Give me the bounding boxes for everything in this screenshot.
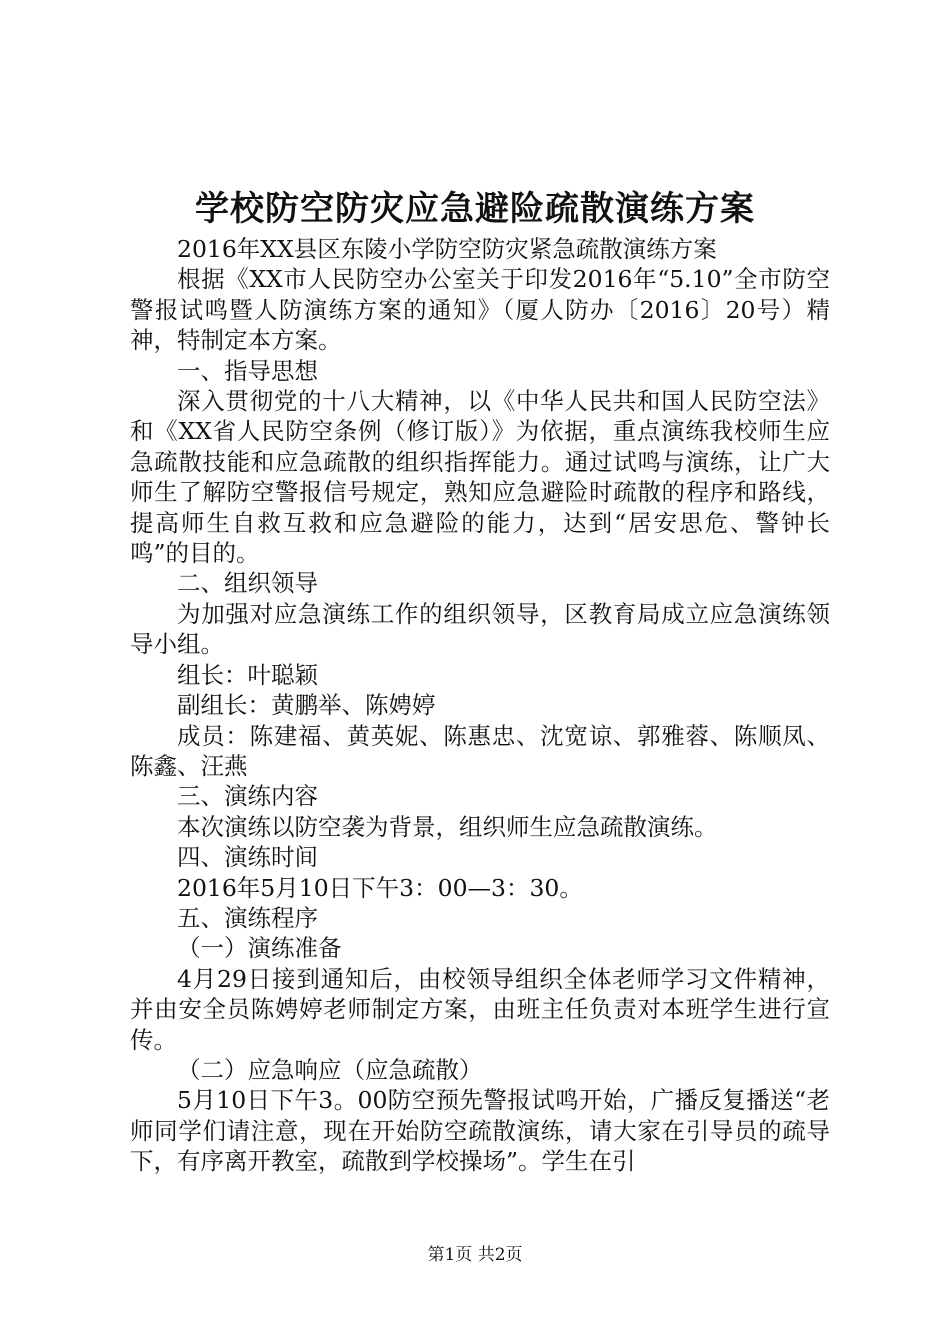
document-title: 学校防空防灾应急避险疏散演练方案: [195, 189, 755, 229]
subheading-response: （二）应急响应（应急疏散）: [177, 1055, 483, 1084]
response-paragraph: 5月10日下午3。00防空预先警报试鸣开始，广播反复播送“老师同学们请注意，现在开始防空疏散演练，请大家在引导员的疏导下，有序离开教室，疏散到学校操场”。学生在引: [130, 1086, 830, 1176]
section-heading-content: 三、演练内容: [177, 782, 318, 811]
guiding-thought-paragraph: 深入贯彻党的十八大精神，以《中华人民共和国人民防空法》和《XX省人民防空条例（修订版）》为依据，重点演练我校师生应急疏散技能和应急疏散的组织指挥能力。通过试鸣与演练，让广大师生了解防空警报信号规定，熟知应急避险时疏散的程序和路线，提高师生自救互救和应急避险的能力，达到“居安思危、警钟长鸣”的目的。: [130, 387, 830, 568]
subtitle-paragraph: 2016年XX县区东陵小学防空防灾紧急疏散演练方案: [177, 235, 717, 263]
section-heading-time: 四、演练时间: [177, 843, 318, 872]
preparation-paragraph: 4月29日接到通知后，由校领导组织全体老师学习文件精神，并由安全员陈娉婷老师制定方案，由班主任负责对本班学生进行宣传。: [130, 964, 830, 1054]
deputy-leader-line: 副组长：黄鹏举、陈娉婷: [177, 691, 436, 720]
section-heading-guiding-thought: 一、指导思想: [177, 356, 318, 385]
document-body: [130, 234, 830, 1177]
members-line: 成员：陈建福、黄英妮、陈惠忠、沈宽谅、郭雅蓉、陈顺凤、陈鑫、汪燕: [130, 721, 830, 780]
organization-paragraph: 为加强对应急演练工作的组织领导，区教育局成立应急演练领导小组。: [130, 599, 830, 659]
subheading-preparation: （一）演练准备: [177, 934, 342, 963]
time-paragraph: 2016年5月10日下午3：00—3：30。: [177, 873, 583, 902]
basis-paragraph: 根据《XX市人民防空办公室关于印发2016年“5.10”全市防空警报试鸣暨人防演练方案的通知》（厦人防办〔2016〕20号）精神，特制定本方案。: [130, 265, 830, 355]
section-heading-procedure: 五、演练程序: [177, 903, 318, 932]
content-paragraph: 本次演练以防空袭为背景，组织师生应急疏散演练。: [177, 812, 718, 841]
leader-line: 组长：叶聪颖: [177, 660, 318, 689]
page-footer: 第1页 共2页: [427, 1245, 523, 1265]
section-heading-organization: 二、组织领导: [177, 569, 318, 598]
